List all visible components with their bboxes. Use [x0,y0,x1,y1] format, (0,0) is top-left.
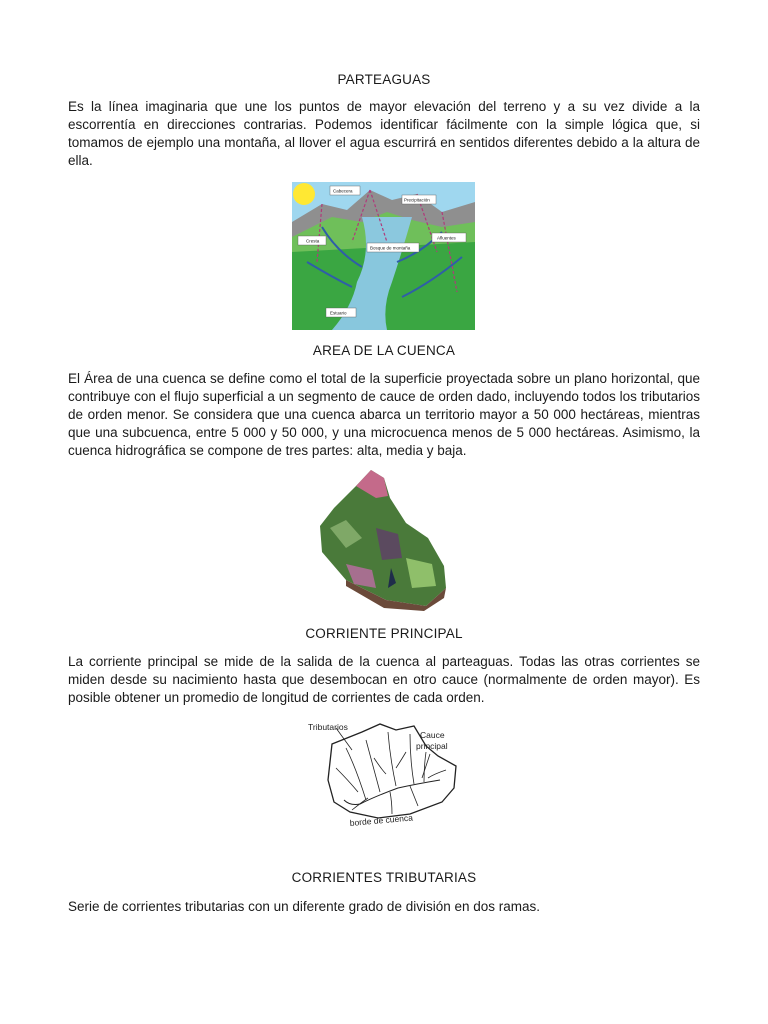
watershed-illustration [292,182,475,330]
label-precipitacion: Precipitación [404,197,430,203]
paragraph-parteaguas: Es la línea imaginaria que une los puntos de mayor elevación del terreno y a su vez divide a la escorrentía en direcciones contrarias. Podemos identificar fácilmente con la simple lógica que, si tomamos de ejemplo una montaña, al llover el agua escurrirá en sentidos diferentes debido a la altura de ella. [68,99,700,168]
label-estuario: Estuario [330,310,347,316]
label-tributarios: Tributarios [308,722,348,732]
heading-corriente-principal: CORRIENTE PRINCIPAL [305,626,463,641]
label-borde-cuenca: borde de cuenca [349,812,414,828]
basin-diagram [306,718,468,830]
label-cabecera: Cabecera [333,188,353,194]
label-principal: principal [416,741,448,751]
paragraph-area-cuenca: El Área de una cuenca se define como el total de la superficie proyectada sobre un plano horizontal, que contribuye con el flujo superficial a un segmento de cauce de orden dado, incluyendo todos los tributarios de orden menor. Se considera que una cuenca abarca un territorio mayor a 50 000 hectáreas, mientras que una subcuenca, entre 5 000 y 50 000, y una microcuenca menos de 5 000 hectáreas. Asimismo, la cuenca hidrográfica se compone de tres partes: alta, media y baja. [68,371,700,458]
paragraph-corriente-principal: La corriente principal se mide de la salida de la cuenca al parteaguas. Todas las otras corrientes se miden desde su nacimiento hasta que desembocan en otro cauce (normalmente de orden mayor). Es posible obtener un promedio de longitud de corrientes de cada orden. [68,654,700,705]
label-cauce: Cauce [420,730,445,740]
label-afluentes: Afluentes [437,235,456,241]
terrain-3d-illustration [316,468,450,612]
heading-corrientes-tributarias: CORRIENTES TRIBUTARIAS [291,870,477,885]
label-cresta: Cresta [306,238,320,244]
heading-parteaguas: PARTEAGUAS [337,72,431,87]
heading-area-cuenca: AREA DE LA CUENCA [312,343,456,358]
paragraph-corrientes-tributarias: Serie de corrientes tributarias con un diferente grado de división en dos ramas. [68,899,541,914]
label-bosque: Bosque de montaña [370,245,411,251]
